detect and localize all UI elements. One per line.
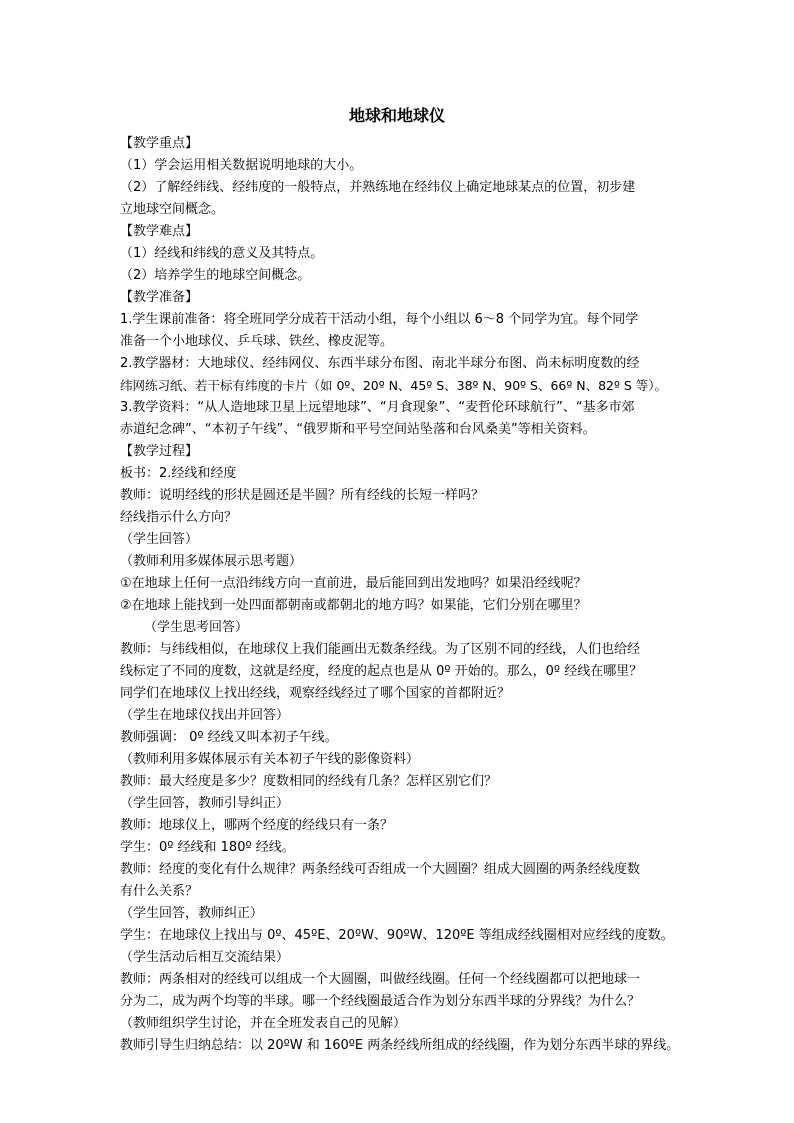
- paragraph-line: （1）学会运用相关数据说明地球的大小。: [120, 158, 363, 173]
- paragraph-line: 板书：2.经线和经度: [120, 466, 237, 481]
- paragraph-line: 准备一个小地球仪、乒乓球、铁丝、橡皮泥等。: [120, 334, 394, 349]
- paragraph-line: 学生：在地球仪上找出与 0º、45ºE、20ºW、90ºW、120ºE 等组成经线圈相对应经线的度数。: [120, 928, 674, 943]
- paragraph-line: 教师：与纬线相似，在地球仪上我们能画出无数条经线。为了区别不同的经线，人们也给经: [120, 642, 641, 657]
- paragraph-line: 教师：说明经线的形状是圆还是半圆？所有经线的长短一样吗？: [120, 488, 485, 503]
- section-heading-preparation: 【教学准备】: [120, 290, 199, 305]
- paragraph-line: 纬网练习纸、若干标有纬度的卡片（如 0º、20º N、45º S、38º N、90º S、66º N、82º S 等）。: [120, 378, 668, 393]
- paragraph-line: （学生活动后相互交流结果）: [120, 950, 290, 965]
- section-heading-process: 【教学过程】: [120, 444, 199, 459]
- paragraph-line: （教师组织学生讨论，并在全班发表自己的见解）: [120, 1016, 407, 1031]
- paragraph-line: （学生思考回答）: [144, 620, 249, 635]
- paragraph-line: 分为二，成为两个均等的半球。哪一个经线圈最适合作为划分东西半球的分界线？为什么？: [120, 994, 641, 1009]
- paragraph-line: 教师：经度的变化有什么规律？两条经线可否组成一个大圆圈？组成大圆圈的两条经线度数: [120, 862, 641, 877]
- paragraph-line: 赤道纪念碑”、“本初子午线”、“俄罗斯和平号空间站坠落和台风桑美”等相关资料。: [120, 422, 596, 437]
- paragraph-line: 教师强调： 0º 经线又叫本初子午线。: [120, 730, 338, 745]
- paragraph-line: 1.学生课前准备：将全班同学分成若干活动小组，每个小组以 6～8 个同学为宜。每个同学: [120, 312, 639, 327]
- paragraph-line: （教师利用多媒体展示有关本初子午线的影像资料）: [120, 752, 420, 767]
- paragraph-line: （教师利用多媒体展示思考题）: [120, 554, 303, 569]
- section-heading-difficulties: 【教学难点】: [120, 224, 199, 239]
- paragraph-line: 立地球空间概念。: [120, 202, 225, 217]
- section-heading-key-points: 【教学重点】: [120, 136, 199, 151]
- paragraph-line: ①在地球上任何一点沿纬线方向一直前进，最后能回到出发地吗？如果沿经线呢？: [120, 576, 587, 591]
- paragraph-line: （学生回答）: [120, 532, 199, 547]
- paragraph-line: 教师：两条相对的经线可以组成一个大圆圈，叫做经线圈。任何一个经线圈都可以把地球一: [120, 972, 641, 987]
- paragraph-line: 2.教学器材：大地球仪、经纬网仪、东西半球分布图、南北半球分布图、尚未标明度数的经: [120, 356, 640, 371]
- paragraph-line: 教师引导生归纳总结：以 20ºW 和 160ºE 两条经线所组成的经线圈，作为划分东西半球的界线。: [120, 1038, 680, 1053]
- paragraph-line: 同学们在地球仪上找出经线，观察经线经过了哪个国家的首都附近？: [120, 686, 511, 701]
- paragraph-line: （学生回答，教师纠正）: [120, 906, 264, 921]
- paragraph-line: （2）了解经纬线、经纬度的一般特点，并熟练地在经纬仪上确定地球某点的位置，初步建: [120, 180, 636, 195]
- paragraph-line: 学生：0º 经线和 180º 经线。: [120, 840, 295, 855]
- paragraph-line: （学生回答，教师引导纠正）: [120, 796, 290, 811]
- paragraph-line: 有什么关系？: [120, 884, 199, 899]
- paragraph-line: ②在地球上能找到一处四面都朝南或都朝北的地方吗？如果能，它们分别在哪里？: [120, 598, 587, 613]
- paragraph-line: 3.教学资料：“从人造地球卫星上远望地球”、“月食现象”、“麦哲伦环球航行”、“基多市郊: [120, 400, 635, 415]
- paragraph-line: （1）经线和纬线的意义及其特点。: [120, 246, 324, 261]
- paragraph-line: （学生在地球仪找出并回答）: [120, 708, 290, 723]
- paragraph-line: 教师：最大经度是多少？度数相同的经线有几条？怎样区别它们？: [120, 774, 498, 789]
- paragraph-line: 教师：地球仪上，哪两个经度的经线只有一条？: [120, 818, 394, 833]
- paragraph-line: 经线指示什么方向？: [120, 510, 238, 525]
- paragraph-line: （2）培养学生的地球空间概念。: [120, 268, 311, 283]
- paragraph-line: 线标定了不同的度数，这就是经度，经度的起点也是从 0º 开始的。那么，0º 经线在哪里？: [120, 664, 643, 679]
- page-title: 地球和地球仪: [348, 106, 445, 125]
